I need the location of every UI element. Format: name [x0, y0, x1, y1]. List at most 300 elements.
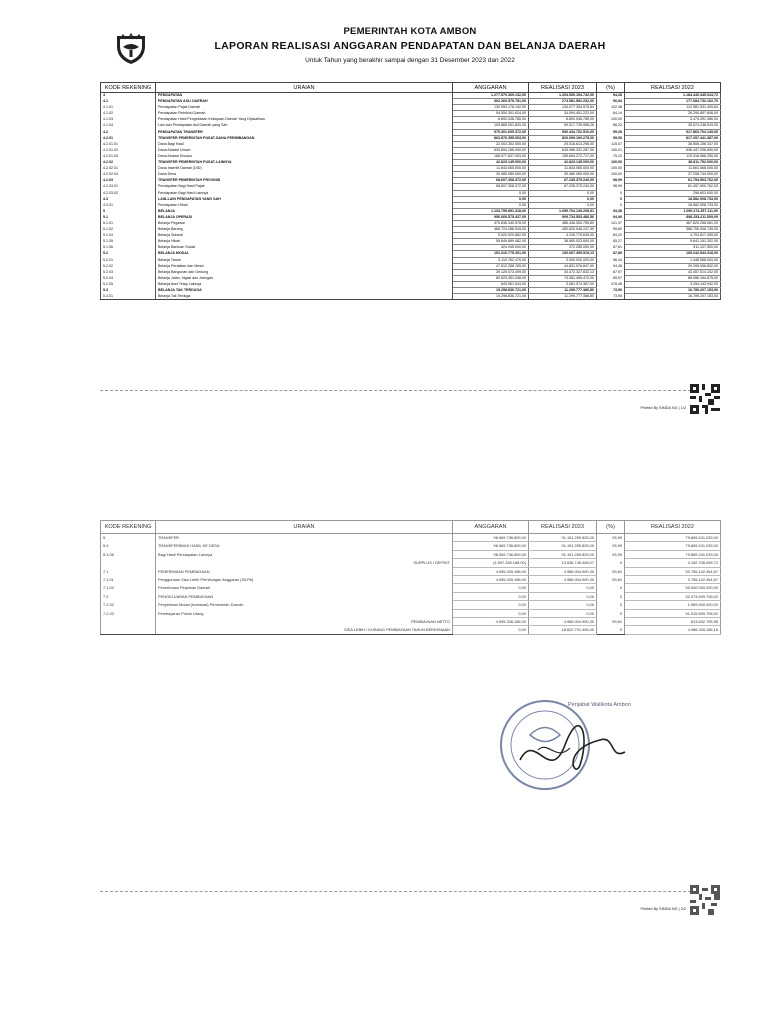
- cell-kode: 4.2.02.01: [101, 166, 156, 172]
- cell-persen: 96,44: [597, 257, 625, 263]
- cell-kode: [101, 626, 156, 634]
- cell-persen: 65,27: [597, 239, 625, 245]
- cell-persen: 93,99: [597, 534, 625, 542]
- cell-kode: 5.2: [101, 251, 156, 257]
- cell-kode: 4.1.02: [101, 111, 156, 117]
- cell-realisasi-2022: 817.297.441.387,00: [625, 135, 721, 141]
- cell-persen: 115,07: [597, 141, 625, 147]
- cell-kode: 4.1.01: [101, 105, 156, 111]
- cell-anggaran: 96.069.736.809,00: [453, 542, 529, 550]
- cell-persen: 85,97: [597, 275, 625, 281]
- cell-anggaran: 0,00: [453, 626, 529, 634]
- cell-persen: 94,96: [597, 214, 625, 220]
- cell-persen: 87,97: [597, 269, 625, 275]
- cell-uraian: Pendapatan Bagi Hasil Lainnya: [156, 190, 453, 196]
- cell-persen: 0: [597, 559, 625, 567]
- cell-uraian: Dana Desa: [156, 172, 453, 178]
- cell-anggaran: 4.995.339.186,00: [453, 567, 529, 575]
- cell-anggaran: 0,00: [453, 196, 529, 202]
- cell-realisasi-2022: 1.090.274.397.111,00: [625, 208, 721, 214]
- cell-persen: 0: [597, 609, 625, 617]
- cell-persen: 100,01: [597, 147, 625, 153]
- cell-uraian: TRANSFER PEMERINTAH PUSAT-DANA PERIMBANGAN: [156, 135, 453, 141]
- cell-anggaran: 39.120.073.499,00: [453, 269, 529, 275]
- cell-realisasi-2022: 52.973.509.706,02: [625, 592, 721, 600]
- cell-persen: 100,00: [597, 117, 625, 123]
- cell-persen: 73,90: [597, 294, 625, 300]
- cell-realisasi-2023: 909.734.553.486,56: [529, 214, 597, 220]
- cell-realisasi-2023: 99.517.739.956,26: [529, 123, 597, 129]
- cell-realisasi-2022: 1.184.440.345.044,72: [625, 93, 721, 99]
- table-row: [101, 559, 721, 567]
- cell-uraian: LAIN-LAIN PENDAPATAN YANG SAH: [156, 196, 453, 202]
- cell-anggaran: 863.876.355.003,00: [453, 135, 529, 141]
- report-header: [100, 22, 720, 82]
- report-page-1: [100, 22, 720, 414]
- cell-realisasi-2023: 91.191.259.825,00: [529, 542, 597, 550]
- cell-uraian: PENDAPATAN TRANSFER: [156, 129, 453, 135]
- table-row: [101, 567, 721, 575]
- cell-kode: 4.2.03.02: [101, 190, 156, 196]
- cell-realisasi-2023: 134.077.354.575,64: [529, 105, 597, 111]
- signature-caption: Penjabat Walikota Ambon: [568, 702, 631, 708]
- cell-kode: 5.2.05: [101, 281, 156, 287]
- table-row: [101, 294, 721, 300]
- cell-anggaran: 475.636.340.978,00: [453, 220, 529, 226]
- cell-realisasi-2022: 386.706.006.749,00: [625, 227, 721, 233]
- cell-kode: 5.4: [101, 542, 156, 550]
- cell-uraian: Belanja Pegawai: [156, 220, 453, 226]
- cell-persen: 0: [597, 601, 625, 609]
- cell-realisasi-2022: 29.095.056.832,00: [625, 263, 721, 269]
- cell-kode: 4.2: [101, 129, 156, 135]
- cell-persen: 0: [597, 190, 625, 196]
- cell-anggaran: 3.110.762.470,00: [453, 257, 529, 263]
- cell-realisasi-2023: 25.318.613.296,00: [529, 141, 597, 147]
- cell-realisasi-2023: 13.636.745.408,07: [529, 559, 597, 567]
- cell-realisasi-2023: 635.086.302.287,00: [529, 147, 597, 153]
- budget-realization-table: [100, 82, 721, 300]
- cell-realisasi-2022: 16.789.207.153,00: [625, 294, 721, 300]
- cell-persen: 102,38: [597, 105, 625, 111]
- cell-uraian: Belanja Aset Tetap Lainnya: [156, 281, 453, 287]
- cell-anggaran: 11.843.065.000,00: [453, 166, 529, 172]
- cell-realisasi-2023: 4.986.004.900,30: [529, 576, 597, 584]
- cell-anggaran: 109.865.051.820,00: [453, 123, 529, 129]
- cell-persen: 93,38: [597, 208, 625, 214]
- cell-anggaran: 4.995.338.186,00: [453, 618, 529, 626]
- cell-kode: 5: [101, 208, 156, 214]
- cell-uraian: PENDAPATAN ASLI DAERAH: [156, 99, 453, 105]
- cell-realisasi-2022: 11.661.068.000,00: [625, 166, 721, 172]
- signature-stamp: [490, 690, 690, 800]
- cell-realisasi-2023: 1.204.530.154.742,00: [529, 93, 597, 99]
- cell-realisasi-2022: 1.959.000.000,00: [625, 601, 721, 609]
- cell-uraian: TRANSFER PEMERINTAH PUSAT-LAINNYA: [156, 160, 453, 166]
- cell-anggaran: 68.607.308.372,00: [453, 178, 529, 184]
- cell-persen: 100,00: [597, 166, 625, 172]
- table-row: [101, 601, 721, 609]
- cell-realisasi-2022: 38.811.752.000,00: [625, 160, 721, 166]
- cell-kode: 7.1.01: [101, 576, 156, 584]
- cell-realisasi-2023: 4.226.775.645,00: [529, 233, 597, 239]
- cell-kode: 5.1.04: [101, 233, 156, 239]
- cell-uraian: TRANSFER/BAGI HASIL KE DESA: [156, 542, 453, 550]
- cell-kode: 4.2.01: [101, 135, 156, 141]
- cell-realisasi-2023: 0,00: [529, 584, 597, 592]
- cell-anggaran: 0,00: [453, 202, 529, 208]
- cell-uraian: Belanja Tak Terduga: [156, 294, 453, 300]
- cell-persen: 86,22: [597, 123, 625, 129]
- cell-realisasi-2023: 1.059.704.149.208,51: [529, 208, 597, 214]
- cell-anggaran: 0,00: [453, 609, 529, 617]
- cell-anggaran: 302.260.579.781,00: [453, 99, 529, 105]
- cell-realisasi-2023: 0,00: [529, 592, 597, 600]
- cell-realisasi-2023: 4.986.004.900,30: [529, 618, 597, 626]
- cell-anggaran: 96.069.736.809,00: [453, 550, 529, 558]
- cell-anggaran: 96.069.736.809,00: [453, 534, 529, 542]
- cell-persen: 84,22: [597, 233, 625, 239]
- cell-persen: 73,90: [597, 288, 625, 294]
- cell-persen: 0: [597, 196, 625, 202]
- cell-realisasi-2022: 3.474.391.386,00: [625, 117, 721, 123]
- cell-anggaran: 130.953.176.152,00: [453, 105, 529, 111]
- cell-kode: 7.1: [101, 567, 156, 575]
- cell-uraian: Dana Alokasi Khusus: [156, 153, 453, 159]
- cell-realisasi-2023: 34.472.327.832,13: [529, 269, 597, 275]
- cell-realisasi-2022: 61.754.503.762,00: [625, 178, 721, 184]
- cell-uraian: Dana Alokasi Umum: [156, 147, 453, 153]
- table-row: [101, 542, 721, 550]
- cell-realisasi-2022: 26.290.857.606,00: [625, 111, 721, 117]
- cell-realisasi-2022: 27.208.744.000,00: [625, 172, 721, 178]
- footer-divider: [100, 891, 706, 892]
- cell-kode: 5.2.03: [101, 269, 156, 275]
- cell-persen: 87,85: [597, 251, 625, 257]
- printed-by-label: Printed By SIMDA NG | 1/2: [640, 406, 686, 410]
- cell-realisasi-2023: 820.099.169.275,00: [529, 135, 597, 141]
- cell-anggaran: 0,00: [453, 601, 529, 609]
- cell-realisasi-2023: 42.823.145.000,00: [529, 160, 597, 166]
- cell-realisasi-2022: 177.684.732.162,70: [625, 99, 721, 105]
- cell-realisasi-2022: 511.107.500,00: [625, 245, 721, 251]
- cell-uraian: PENGELUARAN PEMBIAYAAN: [156, 592, 453, 600]
- cell-realisasi-2022: 18.582.908.733,00: [625, 202, 721, 208]
- cell-realisasi-2022: 296.603.000,00: [625, 190, 721, 196]
- col-realisasi-2022: REALISASI 2022: [625, 521, 721, 534]
- cell-anggaran: 5.020.920.862,00: [453, 233, 529, 239]
- qr-code-icon: [690, 885, 720, 915]
- report-period: Untuk Tahun yang berakhir sampai dengan 31 Desember 2023 dan 2022: [305, 57, 515, 64]
- cell-kode: 5.4.05: [101, 550, 156, 558]
- cell-realisasi-2023: 44.831.976.847,00: [529, 263, 597, 269]
- cell-realisasi-2023: 4.986.004.900,30: [529, 567, 597, 575]
- cell-anggaran: 47.512.258.785,00: [453, 263, 529, 269]
- cell-persen: 93,99: [597, 542, 625, 550]
- cell-realisasi-2023: 0,00: [529, 190, 597, 196]
- cell-realisasi-2023: 3.081.074.367,00: [529, 281, 597, 287]
- table-header-row: [101, 83, 721, 93]
- cell-realisasi-2023: 0,00: [529, 196, 597, 202]
- cell-persen: 95,06: [597, 135, 625, 141]
- cell-kode: 4.2.01.03: [101, 153, 156, 159]
- cell-uraian: Belanja Barang: [156, 227, 453, 233]
- cell-kode: 5.2.04: [101, 275, 156, 281]
- cell-uraian: BELANJA: [156, 208, 453, 214]
- cell-kode: 4.2.01.01: [101, 141, 156, 147]
- cell-realisasi-2023: 486.446.300.755,89: [529, 220, 597, 226]
- col-realisasi-2023: REALISASI 2023: [529, 521, 597, 534]
- cell-persen: 101,37: [597, 220, 625, 226]
- cell-uraian: Pendapatan Pajak Daerah: [156, 105, 453, 111]
- cell-realisasi-2022: 9.641.151.302,00: [625, 239, 721, 245]
- cell-persen: 87,61: [597, 245, 625, 251]
- cell-anggaran: 1.277.570.369.132,00: [453, 93, 529, 99]
- table-row: [101, 584, 721, 592]
- cell-uraian: Belanja Hibah: [156, 239, 453, 245]
- col-realisasi-2022: REALISASI 2022: [625, 83, 721, 93]
- cell-anggaran: 643.961.544,00: [453, 281, 529, 287]
- cell-persen: 93,99: [597, 550, 625, 558]
- cell-persen: 95,39: [597, 129, 625, 135]
- cell-uraian: PENERIMAAN PEMBIAYAAN: [156, 567, 453, 575]
- table-row: [101, 534, 721, 542]
- cell-kode: 7.2.02: [101, 601, 156, 609]
- cell-realisasi-2022: 35.574.248.519,00: [625, 123, 721, 129]
- cell-realisasi-2022: 50.000.000.000,00: [625, 584, 721, 592]
- col-realisasi-2023: REALISASI 2023: [529, 83, 597, 93]
- cell-uraian: Belanja Peralatan dan Mesin: [156, 263, 453, 269]
- cell-realisasi-2022: 636.447.296.690,00: [625, 147, 721, 153]
- cell-realisasi-2022: 4.986.339.186,16: [625, 626, 721, 634]
- cell-persen: 100,00: [597, 160, 625, 166]
- page-footer: [100, 380, 720, 414]
- cell-uraian: Belanja Subsidi: [156, 233, 453, 239]
- cell-anggaran: 0,00: [453, 592, 529, 600]
- table-header-row: [101, 521, 721, 534]
- cell-persen: 90,84: [597, 99, 625, 105]
- cell-realisasi-2022: 53.765.142.454,57: [625, 567, 721, 575]
- cell-realisasi-2023: 67.235.375.240,00: [529, 178, 597, 184]
- cell-kode: 5.1.01: [101, 220, 156, 226]
- report-page-2: [100, 520, 720, 915]
- cell-uraian: TRANSFER: [156, 534, 453, 542]
- cell-kode: 5.1.06: [101, 245, 156, 251]
- cell-uraian: Pendapatan Hasil Pengelolaan Kekayaan Daerah Yang Dipisahkan: [156, 117, 453, 123]
- cell-uraian: BELANJA TAK TERDUGA: [156, 288, 453, 294]
- cell-kode: 7.2: [101, 592, 156, 600]
- report-title: LAPORAN REALISASI ANGGARAN PENDAPATAN DAN BELANJA DAERAH: [214, 40, 606, 52]
- cell-persen: 94,46: [597, 263, 625, 269]
- cell-kode: 4.2.02.04: [101, 172, 156, 178]
- cell-uraian: Penyertaan Modal (Investasi) Pemerintah Daerah: [156, 601, 453, 609]
- cell-realisasi-2023: 0,00: [529, 202, 597, 208]
- cell-kode: 5.1.02: [101, 227, 156, 233]
- cell-uraian: Lain-lain Pendapatan Asli Daerah yang Sah: [156, 123, 453, 129]
- cell-kode: 5: [101, 534, 156, 542]
- cell-anggaran: 424.945.000,00: [453, 245, 529, 251]
- cell-realisasi-2023: 18.622.701.406,40: [529, 626, 597, 634]
- cell-uraian: Pendapatan Bagi Hasil Pajak: [156, 184, 453, 190]
- cell-persen: 0: [597, 592, 625, 600]
- cell-anggaran: 54.550.301.624,00: [453, 111, 529, 117]
- col-persen: (%): [597, 83, 625, 93]
- cell-uraian: BELANJA OPERASI: [156, 214, 453, 220]
- cell-uraian: TRANSFER PEMERINTAH PROVINSI: [156, 178, 453, 184]
- cell-anggaran: 0,00: [453, 584, 529, 592]
- cell-persen: 0: [597, 626, 625, 634]
- cell-anggaran: 466.724.286.915,00: [453, 227, 529, 233]
- cell-kode: 4.3.01: [101, 202, 156, 208]
- cell-kode: 4.2.02: [101, 160, 156, 166]
- cell-kode: 4.1.04: [101, 123, 156, 129]
- cell-anggaran: 42.823.145.000,00: [453, 160, 529, 166]
- cell-anggaran: 0,00: [453, 190, 529, 196]
- cell-anggaran: 186.977.837.003,00: [453, 153, 529, 159]
- cell-realisasi-2022: 165.242.544.318,00: [625, 251, 721, 257]
- cell-uraian: BELANJA MODAL: [156, 251, 453, 257]
- cell-uraian: Dana Insentif Daerah (DID): [156, 166, 453, 172]
- cell-anggaran: 15.298.836.721,00: [453, 294, 529, 300]
- cell-uraian: Pembayaran Pokok Utang: [156, 609, 453, 617]
- cell-persen: 0: [597, 584, 625, 592]
- cell-persen: 75,22: [597, 153, 625, 159]
- table-row: [101, 626, 721, 634]
- cell-anggaran: (4.997.338.186,00): [453, 559, 529, 567]
- cell-kode: 5.2.01: [101, 257, 156, 263]
- cell-realisasi-2022: 79.669.241.033,00: [625, 550, 721, 558]
- cell-persen: 99,81: [597, 567, 625, 575]
- cell-realisasi-2022: 119.316.966.250,00: [625, 153, 721, 159]
- cell-realisasi-2022: 61.457.900.762,03: [625, 184, 721, 190]
- col-uraian: URAIAN: [156, 83, 453, 93]
- page-footer: [100, 881, 720, 915]
- cell-uraian: Bagi Hasil Pendapatan Lainnya: [156, 550, 453, 558]
- table-row: [101, 592, 721, 600]
- cell-persen: 478,46: [597, 281, 625, 287]
- cell-realisasi-2023: 30.480.080.000,00: [529, 172, 597, 178]
- cell-realisasi-2022: 4.704.817.495,00: [625, 233, 721, 239]
- cell-realisasi-2022: 88.086.164.875,00: [625, 275, 721, 281]
- cell-realisasi-2023: 91.191.259.825,00: [529, 550, 597, 558]
- col-anggaran: ANGGARAN: [453, 521, 529, 534]
- cell-realisasi-2023: 0,00: [529, 609, 597, 617]
- cell-anggaran: 634.894.166.000,00: [453, 147, 529, 153]
- cell-realisasi-2022: 917.863.704.149,00: [625, 129, 721, 135]
- table-row: [101, 576, 721, 584]
- cell-uraian: Dana Bagi Hasil: [156, 141, 453, 147]
- financing-table: [100, 520, 721, 635]
- cell-anggaran: 956.669.575.437,00: [453, 214, 529, 220]
- cell-realisasi-2023: 450.620.048.247,59: [529, 227, 597, 233]
- cell-uraian: Penerimaan Pinjaman Daerah: [156, 584, 453, 592]
- cell-kode: 4.3: [101, 196, 156, 202]
- col-kode-rekening: KODE REKENING: [101, 521, 156, 534]
- cell-kode: [101, 618, 156, 626]
- cell-realisasi-2022: 3.294.143.942,00: [625, 281, 721, 287]
- cell-uraian: SURPLUS / DEFISIT: [156, 559, 453, 567]
- cell-realisasi-2022: 467.620.258.081,00: [625, 220, 721, 226]
- cell-realisasi-2022: 112.581.531.405,64: [625, 105, 721, 111]
- cell-realisasi-2023: 159.694.273.717,00: [529, 153, 597, 159]
- cell-realisasi-2023: 38.960.523.600,00: [529, 239, 597, 245]
- cell-realisasi-2022: 898.253.211.509,00: [625, 214, 721, 220]
- cell-kode: 5.3.01: [101, 294, 156, 300]
- cell-kode: 5.2.02: [101, 263, 156, 269]
- cell-uraian: Pendapatan Hibah: [156, 202, 453, 208]
- cell-kode: 4.1: [101, 99, 156, 105]
- cell-realisasi-2023: 67.235.375.240,00: [529, 184, 597, 190]
- cell-anggaran: 15.298.836.721,00: [453, 288, 529, 294]
- cell-uraian: Penggunaan Sisa Lebih Perhitungan Anggaran (SiLPA): [156, 576, 453, 584]
- cell-persen: 98,99: [597, 178, 625, 184]
- cell-kode: 4.2.03: [101, 178, 156, 184]
- cell-anggaran: 30.480.080.000,00: [453, 172, 529, 178]
- cell-realisasi-2022: 16.789.207.153,00: [625, 288, 721, 294]
- cell-realisasi-2023: 0,00: [529, 601, 597, 609]
- cell-realisasi-2023: 11.843.065.000,00: [529, 166, 597, 172]
- cell-uraian: PEMBIAYAAN NETTO: [156, 618, 453, 626]
- cell-realisasi-2023: 274.581.592.232,00: [529, 99, 597, 105]
- col-persen: (%): [597, 521, 625, 534]
- cell-persen: 99,81: [597, 618, 625, 626]
- cell-anggaran: 22.002.352.000,00: [453, 141, 529, 147]
- cell-anggaran: 68.607.308.372,00: [453, 184, 529, 190]
- cell-anggaran: 4.995.339.186,00: [453, 576, 529, 584]
- cell-uraian: Belanja Bantuan Sosial: [156, 245, 453, 251]
- cell-uraian: Belanja Bangunan dan Gedung: [156, 269, 453, 275]
- cell-realisasi-2022: 79.669.241.033,00: [625, 542, 721, 550]
- cell-realisasi-2023: 73.361.495.470,00: [529, 275, 597, 281]
- cell-realisasi-2023: 11.299.777.386,80: [529, 294, 597, 300]
- cell-realisasi-2023: 3.000.000.000,00: [529, 257, 597, 263]
- cell-realisasi-2023: 930.434.702.510,00: [529, 129, 597, 135]
- cell-kode: [101, 559, 156, 567]
- cell-persen: 99,81: [597, 576, 625, 584]
- col-uraian: URAIAN: [156, 521, 453, 534]
- cell-kode: 4.1.03: [101, 117, 156, 123]
- cell-anggaran: 59.849.889.482,00: [453, 239, 529, 245]
- cell-realisasi-2023: 34.094.451.222,00: [529, 111, 597, 117]
- table-row: [101, 550, 721, 558]
- cell-persen: 100,00: [597, 172, 625, 178]
- cell-kode: 5.3: [101, 288, 156, 294]
- cell-realisasi-2023: 130.667.499.515,13: [529, 251, 597, 257]
- cell-realisasi-2022: 79.669.241.033,00: [625, 534, 721, 542]
- cell-realisasi-2022: 18.582.908.733,00: [625, 196, 721, 202]
- cell-kode: 7.2.03: [101, 609, 156, 617]
- cell-persen: 94,28: [597, 93, 625, 99]
- qr-code-icon: [690, 384, 720, 414]
- cell-uraian: PENDAPATAN: [156, 93, 453, 99]
- cell-uraian: Pendapatan Retribusi Daerah: [156, 111, 453, 117]
- cell-realisasi-2022: 43.457.514.102,00: [625, 269, 721, 275]
- cell-realisasi-2023: 11.299.777.386,80: [529, 288, 597, 294]
- cell-anggaran: 151.310.775.301,00: [453, 251, 529, 257]
- cell-kode: 4: [101, 93, 156, 99]
- cell-kode: 4.2.01.02: [101, 147, 156, 153]
- cell-anggaran: 6.892.046.785,00: [453, 117, 529, 123]
- cell-realisasi-2022: 51.015.509.706,02: [625, 609, 721, 617]
- cell-uraian: Belanja Tanah: [156, 257, 453, 263]
- cell-realisasi-2022: 3.765.142.454,57: [625, 576, 721, 584]
- col-kode-rekening: KODE REKENING: [101, 83, 156, 93]
- cell-kode: 5.1: [101, 214, 156, 220]
- printed-by-label: Printed By SIMDA NG | 2/2: [640, 907, 686, 911]
- cell-persen: 0: [597, 202, 625, 208]
- table-row: [101, 618, 721, 626]
- cell-anggaran: 975.301.609.372,00: [453, 129, 529, 135]
